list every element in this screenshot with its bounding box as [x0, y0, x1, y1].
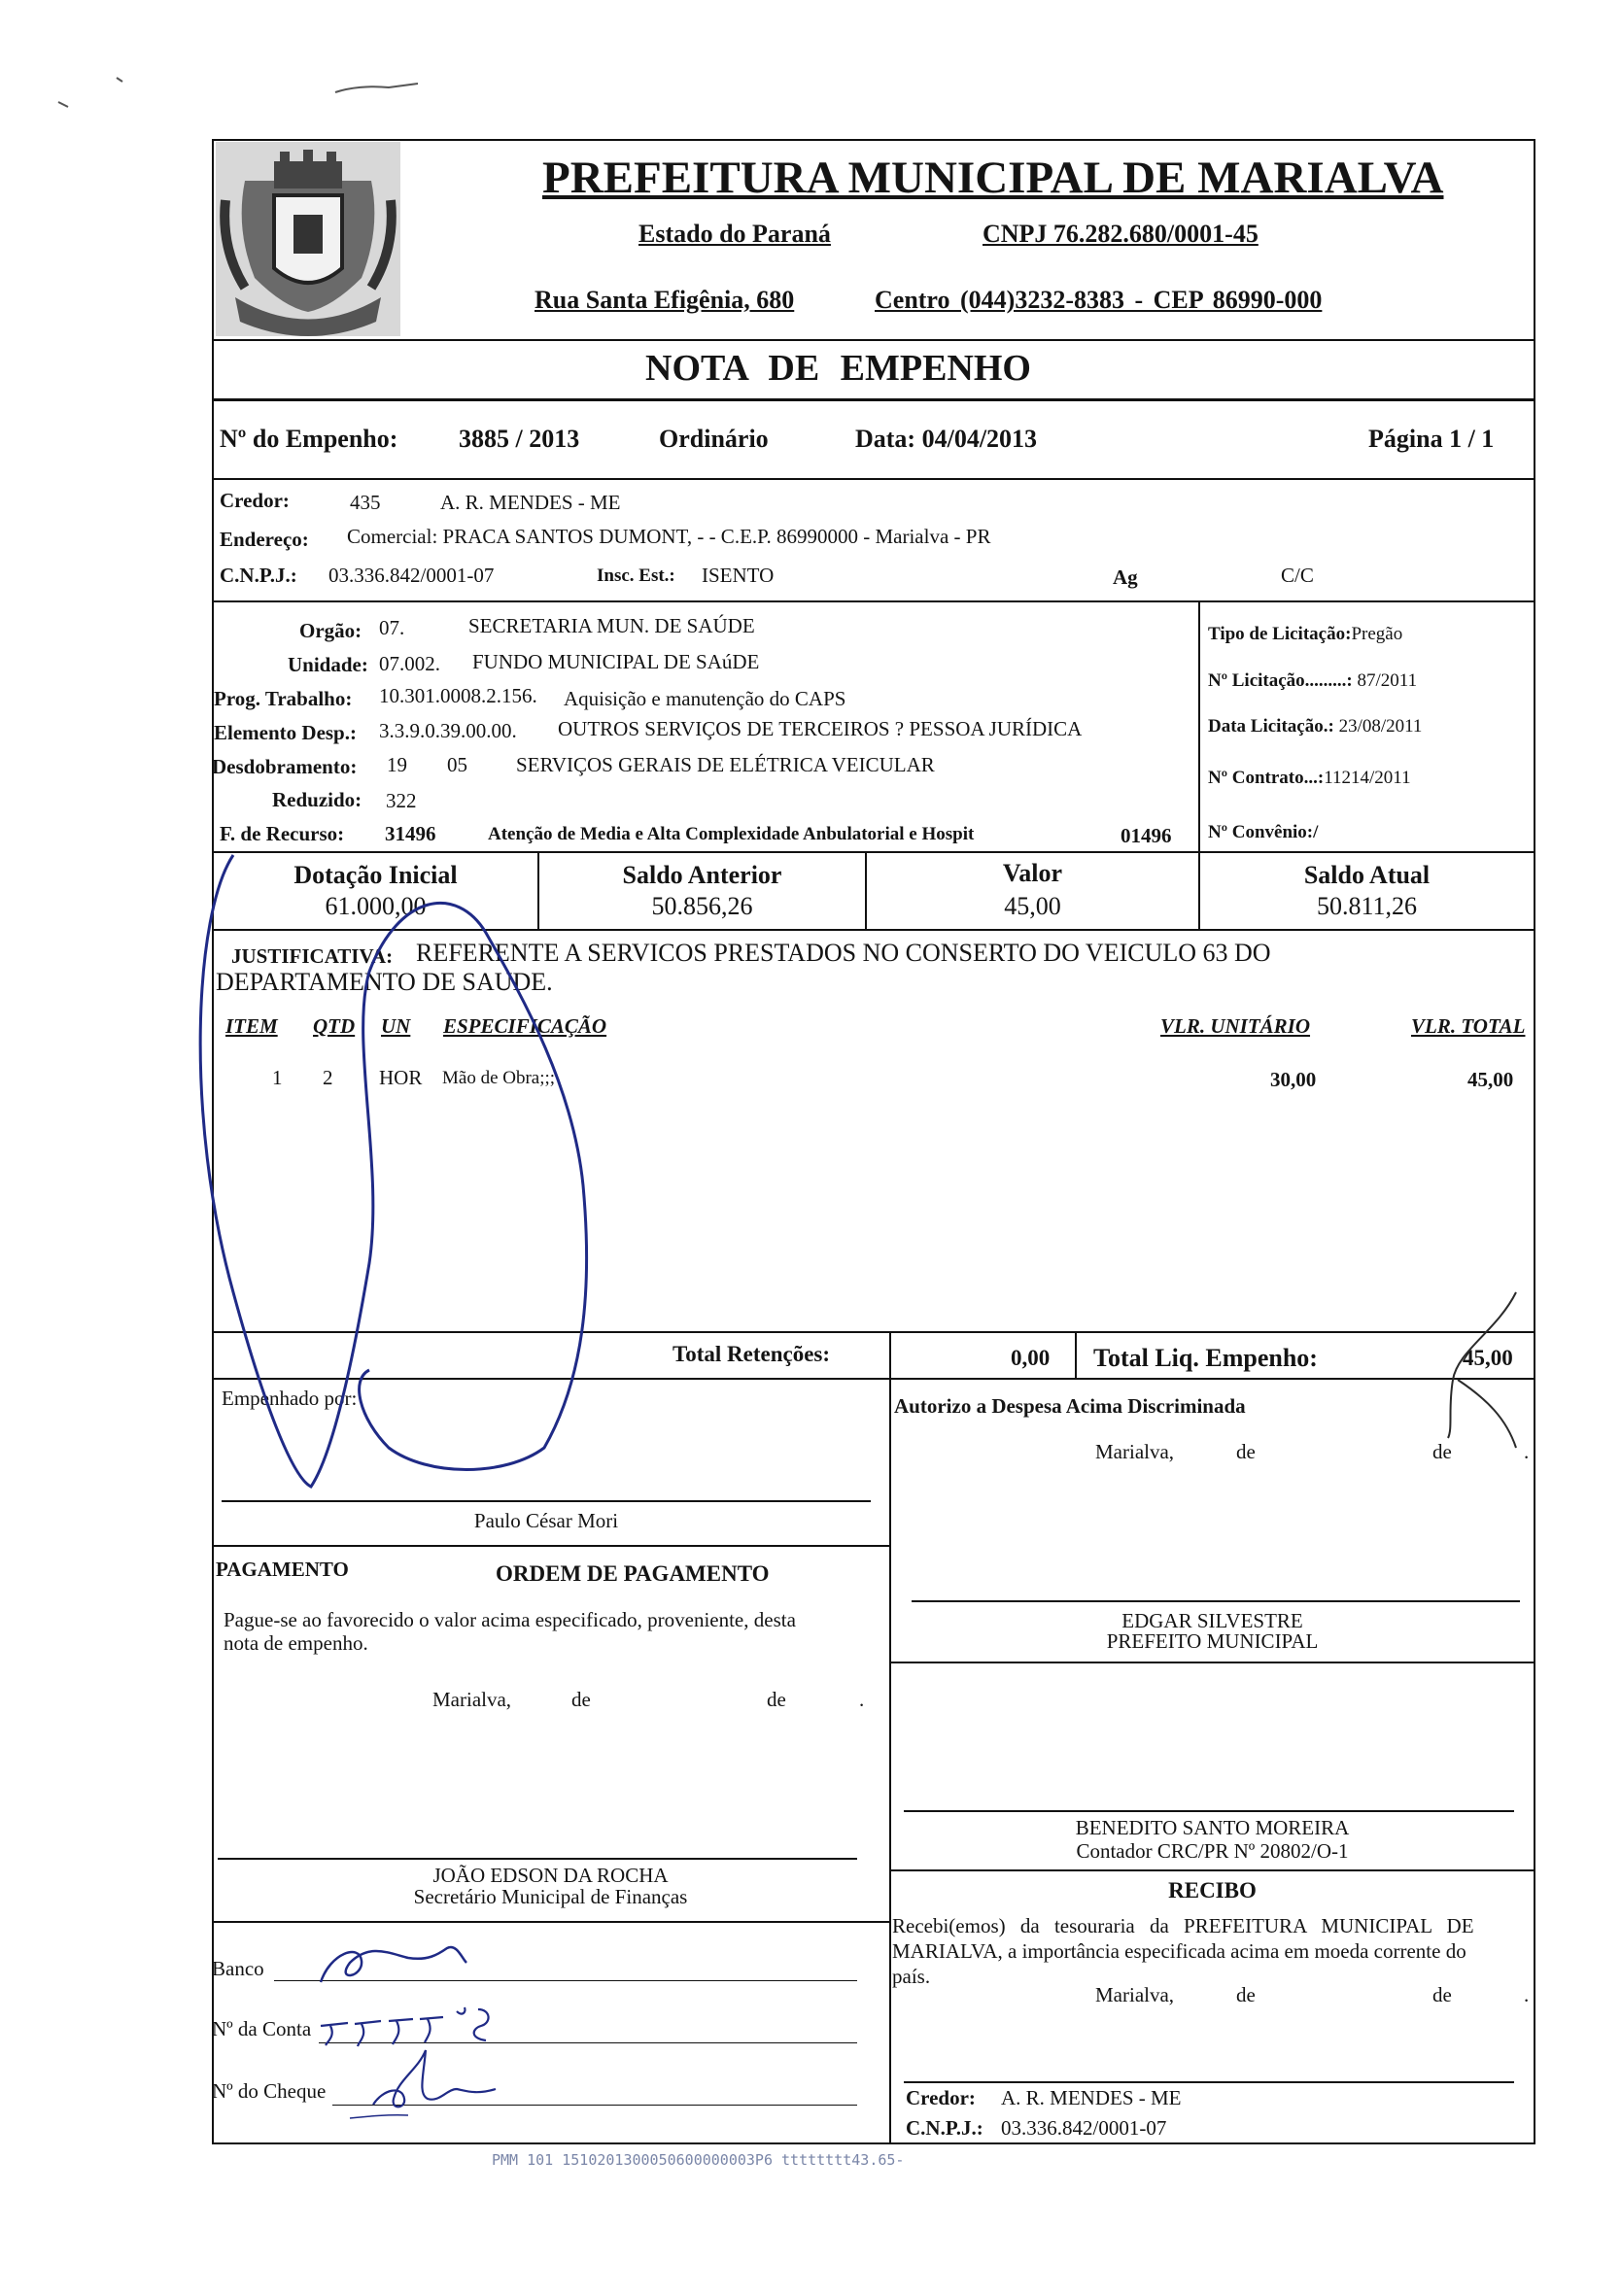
- empenhado-signature-line: [222, 1500, 871, 1502]
- prefeito-signature-line: [912, 1600, 1520, 1602]
- cc-label: C/C: [1281, 564, 1314, 587]
- saldo-atual-label: Saldo Atual: [1303, 861, 1431, 889]
- orgao-label: Orgão:: [299, 619, 362, 642]
- col-item: ITEM: [225, 1014, 278, 1038]
- divider-secretario: [212, 1921, 889, 1923]
- header-street: Rua Santa Efigênia, 680: [535, 286, 795, 314]
- header-address: Centro (044)3232-8383 - CEP 86990-000: [875, 286, 1323, 314]
- cheque-label: Nº do Cheque: [212, 2079, 327, 2103]
- autorizo-dot: .: [1524, 1440, 1530, 1463]
- contrato-value: 11214/2011: [1324, 768, 1411, 788]
- banco-line: [274, 1980, 857, 1981]
- autorizo-city: Marialva,: [1095, 1440, 1175, 1463]
- divider-credor: [212, 600, 1535, 602]
- divider-empenho: [212, 478, 1535, 480]
- banco-label: Banco: [212, 1957, 264, 1980]
- contrato-label: Nº Contrato...:: [1208, 768, 1325, 788]
- pagamento-city: Marialva,: [432, 1688, 512, 1711]
- header-cnpj: CNPJ 76.282.680/0001-45: [983, 220, 1259, 248]
- autorizo-label: Autorizo a Despesa Acima Discriminada: [894, 1394, 1246, 1418]
- recibo-text-2: MARIALVA, a importância especificada acima em moeda corrente do: [892, 1939, 1466, 1963]
- orgao-code: 07.: [379, 616, 405, 639]
- footer-credor-name: A. R. MENDES - ME: [1001, 2086, 1182, 2109]
- prog-name: Aquisição e manutenção do CAPS: [564, 687, 846, 710]
- contador-signature-line: [904, 1810, 1514, 1812]
- fr-label: F. de Recurso:: [220, 822, 345, 845]
- row-total: 45,00: [1467, 1068, 1514, 1091]
- recibo-label: RECIBO: [1168, 1878, 1257, 1902]
- row-un: HOR: [379, 1066, 423, 1089]
- footer-cnpj-label: C.N.P.J.:: [906, 2116, 983, 2140]
- contador-role: Contador CRC/PR Nº 20802/O-1: [1076, 1839, 1349, 1863]
- pagamento-text-1: Pague-se ao favorecido o valor acima especificado, proveniente, desta: [224, 1608, 796, 1631]
- insc-value: ISENTO: [702, 564, 775, 587]
- empenho-date: Data: 04/04/2013: [855, 425, 1038, 453]
- data-licitacao-label: Data Licitação.:: [1208, 716, 1334, 737]
- divider-title: [212, 398, 1535, 401]
- reduzido-value: 322: [386, 789, 417, 812]
- recibo-dot: .: [1524, 1983, 1530, 2006]
- secretario-signature-line: [218, 1858, 857, 1860]
- elem-name: OUTROS SERVIÇOS DE TERCEIROS ? PESSOA JURÍDICA: [558, 717, 1083, 740]
- total-retencoes-value: 0,00: [1011, 1346, 1051, 1370]
- unidade-label: Unidade:: [288, 653, 368, 676]
- dotacao-label: Dotação Inicial: [293, 861, 458, 889]
- credor-code: 435: [350, 491, 381, 514]
- elem-code: 3.3.9.0.39.00.00.: [379, 719, 517, 742]
- fr-code2: 01496: [1121, 824, 1172, 847]
- autorizo-de2: de: [1432, 1440, 1452, 1463]
- recibo-de1: de: [1236, 1983, 1256, 2006]
- col-qtd: QTD: [313, 1014, 356, 1038]
- empenhado-name: Paulo César Mori: [473, 1509, 619, 1532]
- unidade-code: 07.002.: [379, 652, 440, 675]
- num-licitacao: [1208, 670, 1417, 692]
- divider-contador: [889, 1869, 1535, 1871]
- secretario-role: Secretário Municipal de Finanças: [413, 1885, 688, 1908]
- justificativa-label: JUSTIFICATIVA:: [231, 944, 394, 968]
- conta-label: Nº da Conta: [212, 2017, 312, 2040]
- row-espec: Mão de Obra;;;: [442, 1068, 556, 1088]
- empenho-type: Ordinário: [659, 425, 769, 453]
- reduzido-label: Reduzido:: [272, 788, 362, 811]
- orgao-name: SECRETARIA MUN. DE SAÚDE: [468, 614, 755, 637]
- divider-totals-top: [212, 1331, 1535, 1333]
- num-licitacao-label: Nº Licitação.........:: [1208, 670, 1353, 691]
- row-qtd: 2: [323, 1066, 333, 1089]
- tipo-licitacao-label-text: Tipo de Licitação:: [1208, 624, 1352, 644]
- fr-code: 31496: [385, 822, 436, 845]
- pagamento-de2: de: [767, 1688, 786, 1711]
- prefeito-role: PREFEITO MUNICIPAL: [1106, 1629, 1319, 1653]
- elem-label: Elemento Desp.:: [214, 721, 357, 744]
- credor-name: A. R. MENDES - ME: [440, 491, 621, 514]
- fr-name: Atenção de Media e Alta Complexidade Anbulatorial e Hospit: [488, 824, 975, 844]
- divider-prefeito: [889, 1662, 1535, 1663]
- data-licitacao-value: 23/08/2011: [1338, 716, 1423, 737]
- valor-label: Valor: [1002, 859, 1063, 887]
- ag-label: Ag: [1113, 565, 1138, 589]
- total-liq-label: Total Liq. Empenho:: [1093, 1344, 1318, 1372]
- tipo-licitacao-label: [1208, 624, 1402, 645]
- prefeito-name: EDGAR SILVESTRE: [1121, 1609, 1303, 1632]
- empenhado-label: Empenhado por:: [222, 1387, 358, 1410]
- empenho-page: Página 1 / 1: [1368, 425, 1495, 453]
- col-vlr-total: VLR. TOTAL: [1411, 1014, 1526, 1038]
- micr-line: PMM 101 1510201300050600000003P6 tttttttt43.65-: [492, 2151, 905, 2169]
- prog-label: Prog. Trabalho:: [214, 687, 353, 710]
- header-title: PREFEITURA MUNICIPAL DE MARIALVA: [542, 153, 1444, 203]
- conta-line: [319, 2042, 857, 2043]
- saldo-anterior-label: Saldo Anterior: [622, 861, 782, 889]
- justificativa-line1: REFERENTE A SERVICOS PRESTADOS NO CONSERTO DO VEICULO 63 DO: [416, 939, 1271, 967]
- pagamento-dot: .: [859, 1688, 865, 1711]
- contador-name: BENEDITO SANTO MOREIRA: [1075, 1816, 1350, 1839]
- header-state: Estado do Paraná: [638, 220, 831, 248]
- autorizo-de1: de: [1236, 1440, 1256, 1463]
- desd-name: SERVIÇOS GERAIS DE ELÉTRICA VEICULAR: [516, 753, 935, 776]
- footer-credor-label: Credor:: [906, 2086, 976, 2109]
- num-licitacao-value: 87/2011: [1357, 670, 1418, 691]
- recibo-text-1: Recebi(emos) da tesouraria da PREFEITURA MUNICIPAL DE: [892, 1914, 1474, 1937]
- saldo-atual-value: 50.811,26: [1316, 892, 1418, 920]
- municipal-coat-of-arms: [216, 142, 400, 336]
- divider-budget: [212, 851, 1535, 853]
- recibo-de2: de: [1432, 1983, 1452, 2006]
- empenho-label: Nº do Empenho:: [220, 425, 398, 453]
- cheque-line: [332, 2105, 857, 2106]
- secretario-name: JOÃO EDSON DA ROCHA: [432, 1864, 669, 1887]
- col-un: UN: [381, 1014, 411, 1038]
- unidade-name: FUNDO MUNICIPAL DE SAúDE: [472, 650, 760, 673]
- convenio-label: Nº Convênio:/: [1208, 822, 1319, 842]
- tipo-licitacao-value: Pregão: [1351, 624, 1403, 644]
- col-especificacao: ESPECIFICAÇÃO: [443, 1014, 607, 1038]
- contrato: [1208, 768, 1411, 789]
- total-retencoes-label: Total Retenções:: [673, 1342, 831, 1366]
- empenho-number: 3885 / 2013: [459, 425, 580, 453]
- footer-cnpj-value: 03.336.842/0001-07: [1001, 2116, 1167, 2140]
- dotacao-value: 61.000,00: [325, 892, 427, 920]
- divider-header: [212, 339, 1535, 341]
- row-unit: 30,00: [1270, 1068, 1317, 1091]
- divider-totals-2: [1075, 1331, 1077, 1378]
- ordem-pagamento-label: ORDEM DE PAGAMENTO: [496, 1561, 770, 1586]
- divider-values: [212, 929, 1535, 931]
- prog-code: 10.301.0008.2.156.: [379, 684, 537, 707]
- divider-empenhado: [212, 1545, 889, 1547]
- pagamento-label: PAGAMENTO: [216, 1558, 349, 1581]
- desd-label: Desdobramento:: [212, 755, 358, 778]
- cnpj-label: C.N.P.J.:: [220, 564, 297, 587]
- credor-label: Credor:: [220, 489, 290, 512]
- endereco-label: Endereço:: [220, 528, 309, 551]
- divider-totals-1: [889, 1331, 891, 1378]
- desd-b: 05: [447, 753, 467, 776]
- saldo-anterior-value: 50.856,26: [651, 892, 753, 920]
- divider-budget-vertical: [1198, 600, 1200, 851]
- doc-title: NOTA DE EMPENHO: [645, 348, 1031, 389]
- justificativa-line2: DEPARTAMENTO DE SAUDE.: [216, 968, 553, 996]
- divider-lower-vertical: [889, 1378, 891, 2144]
- pagamento-de1: de: [571, 1688, 591, 1711]
- insc-label: Insc. Est.:: [597, 565, 675, 586]
- pagamento-text-2: nota de empenho.: [224, 1631, 368, 1655]
- total-liq-value: 45,00: [1463, 1346, 1513, 1370]
- data-licitacao: [1208, 716, 1422, 737]
- desd-a: 19: [387, 753, 407, 776]
- divider-footer-credor: [904, 2081, 1514, 2083]
- row-item: 1: [272, 1066, 283, 1089]
- valor-value: 45,00: [1004, 892, 1061, 920]
- divider-totals-bottom: [212, 1378, 1535, 1380]
- recibo-text-3: país.: [892, 1965, 931, 1988]
- recibo-city: Marialva,: [1095, 1983, 1175, 2006]
- col-vlr-unitario: VLR. UNITÁRIO: [1160, 1014, 1311, 1038]
- cnpj-value: 03.336.842/0001-07: [328, 564, 495, 587]
- endereco-value: Comercial: PRACA SANTOS DUMONT, - - C.E.P. 86990000 - Marialva - PR: [347, 525, 991, 548]
